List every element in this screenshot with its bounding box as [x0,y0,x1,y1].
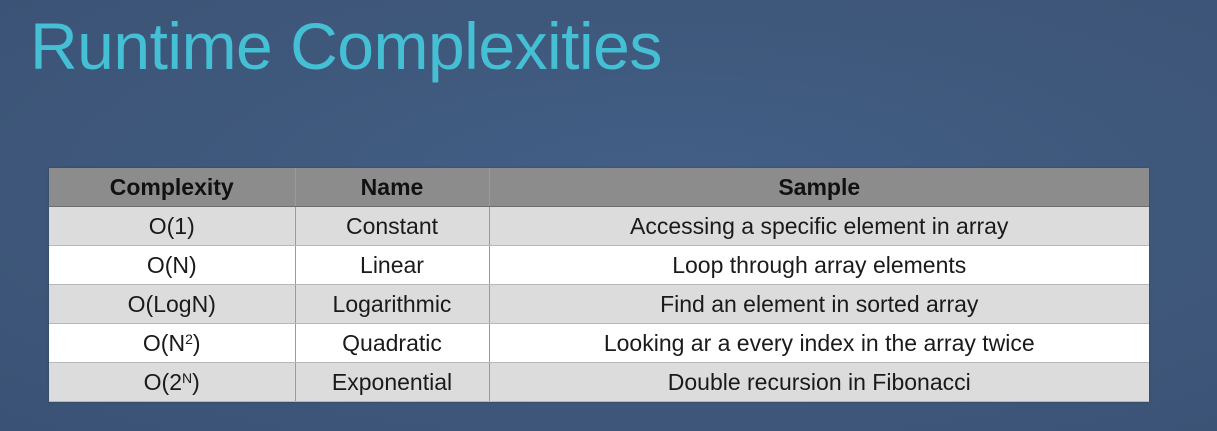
table-row [49,207,1149,246]
name-cell: Quadratic [295,324,489,363]
sample-cell: Find an element in sorted array [489,285,1149,324]
table-row [49,363,1149,402]
name-cell: Exponential [295,363,489,402]
complexity-base: O(1 [148,212,188,239]
slide-title: Runtime Complexities [30,9,662,83]
complexity-base: O(2 [143,368,183,395]
table-row [49,285,1149,324]
sample-cell: Looking ar a every index in the array twice [489,324,1149,363]
name-cell: Logarithmic [295,285,489,324]
name-cell: Constant [295,207,489,246]
complexity-cell [49,246,295,285]
complexity-base: O(LogN [127,290,209,317]
sample-cell: Accessing a specific element in array [489,207,1149,246]
complexity-exponent: N [182,369,193,386]
sample-cell: Loop through array elements [489,246,1149,285]
complexity-cell [49,324,295,363]
name-cell: Linear [295,246,489,285]
table-row [49,324,1149,363]
complexity-cell [49,207,295,246]
complexity-close: ) [192,329,201,356]
header-sample: Sample [489,168,1149,207]
header-complexity: Complexity [49,168,295,207]
complexity-base: O(N [142,329,186,356]
header-name: Name [295,168,489,207]
complexity-close: ) [208,290,216,317]
complexity-close: ) [192,368,200,395]
table-header-row [49,168,1149,207]
complexity-base: O(N [146,251,189,278]
sample-cell: Double recursion in Fibonacci [489,363,1149,402]
table-row [49,246,1149,285]
complexity-exponent: 2 [185,330,193,347]
runtime-complexity-table [49,168,1149,402]
complexity-cell [49,285,295,324]
complexity-cell [49,363,295,402]
complexity-close: ) [187,212,195,239]
complexity-close: ) [189,251,197,278]
